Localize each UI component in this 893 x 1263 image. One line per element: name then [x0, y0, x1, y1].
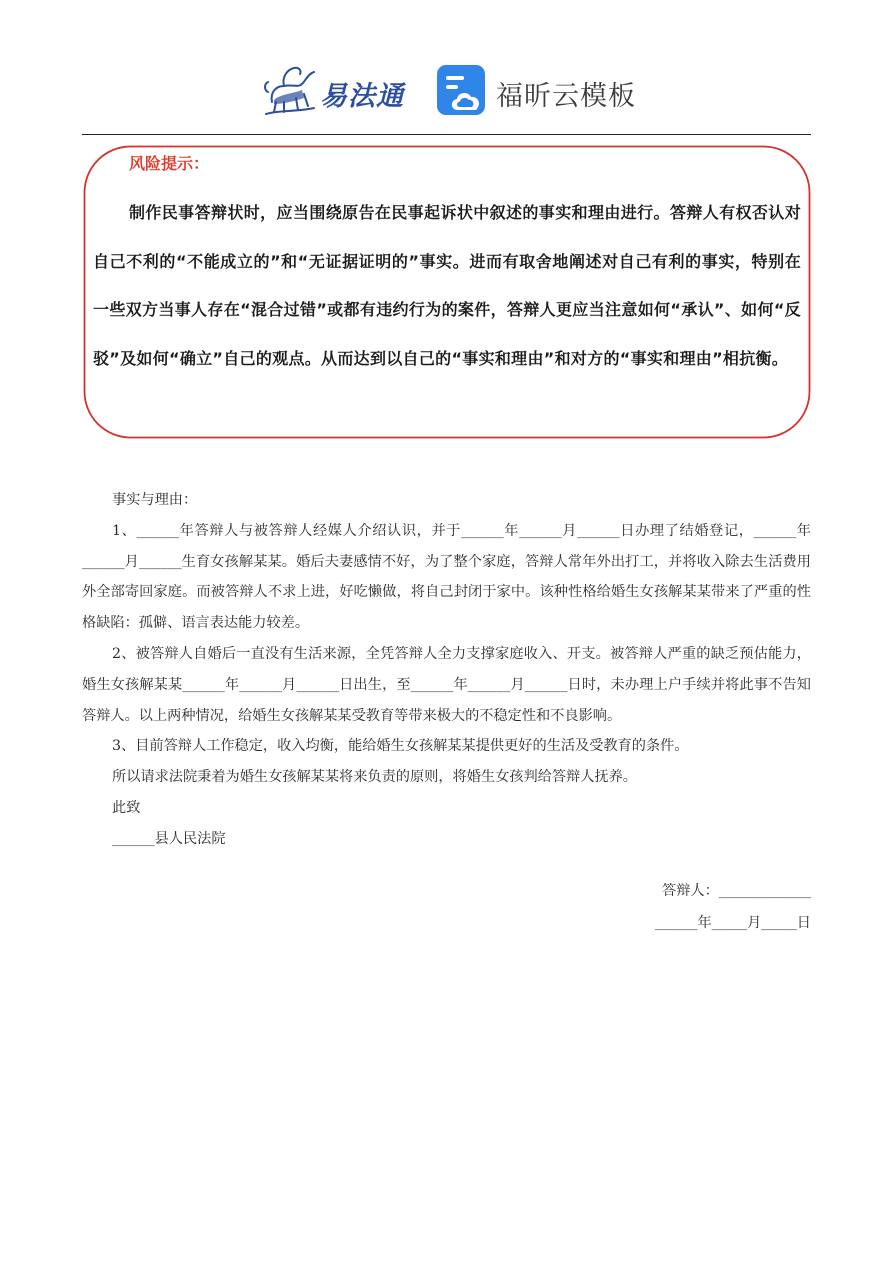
risk-title: 风险提示： — [129, 154, 210, 173]
yifatong-text: 易法通 — [320, 81, 404, 112]
cloud-document-icon — [436, 64, 488, 116]
risk-text: 制作民事答辩状时，应当围绕原告在民事起诉状中叙述的事实和理由进行。答辩人有权否认对自己不利的“不能成立的”和“无证据证明的”事实。进而有取舍地阐述对自己有利的事实，特别在一些双方当事人存在“混合过错”或都有违约行为的案件，答辩人更应当注意如何“承认”、如何“反驳”及如何“确立”自己的观点。从而达到以自己的“事实和理由”和对方的“事实和理由”相抗衡。 — [93, 203, 801, 368]
foxit-template-logo — [436, 64, 636, 118]
signature-date: ______年_____月_____日 — [654, 915, 811, 931]
facts-heading: 事实与理由： — [112, 492, 198, 508]
document-body — [82, 485, 811, 855]
foxit-template-text: 福昕云模板 — [496, 81, 636, 112]
salutation: 此致 — [112, 799, 141, 816]
header-divider — [82, 134, 811, 135]
paragraph-2: 2、被答辩人自婚后一直没有生活来源，全凭答辩人全力支撑家庭收入、开支。被答辩人严重的缺乏预估能力，婚生女孩解某某______年______月______日出生，至______年______月______日时，未办理上户手续并将此事不告知答辩人。以上两种情况，给婚生女孩解某某受教育等带来极大的不稳定性和不良影响。 — [82, 645, 811, 724]
qilin-icon — [262, 62, 320, 118]
court-name: ______县人民法院 — [112, 830, 226, 847]
yifatong-logo — [262, 62, 422, 118]
paragraph-1: 1、______年答辩人与被答辩人经媒人介绍认识，并于______年______月______日办理了结婚登记，______年______月______生育女孩解某某。婚后夫妻感情不好，为了整个家庭，答辩人常年外出打工，并将收入除去生活费用外全部寄回家庭。而被答辩人不求上进，好吃懒做，将自己封闭于家中。该种性格给婚生女孩解某某带来了严重的性格缺陷：孤僻、语言表达能力较差。 — [82, 522, 811, 632]
paragraph-3: 3、目前答辩人工作稳定，收入均衡，能给婚生女孩解某某提供更好的生活及受教育的条件。 — [112, 738, 689, 755]
respondent-signature: 答辩人：_____________ — [662, 883, 811, 899]
risk-warning-box — [83, 145, 811, 439]
paragraph-4: 所以请求法院秉着为婚生女孩解某某将来负责的原则，将婚生女孩判给答辩人抚养。 — [112, 769, 637, 786]
page-header — [0, 58, 893, 124]
